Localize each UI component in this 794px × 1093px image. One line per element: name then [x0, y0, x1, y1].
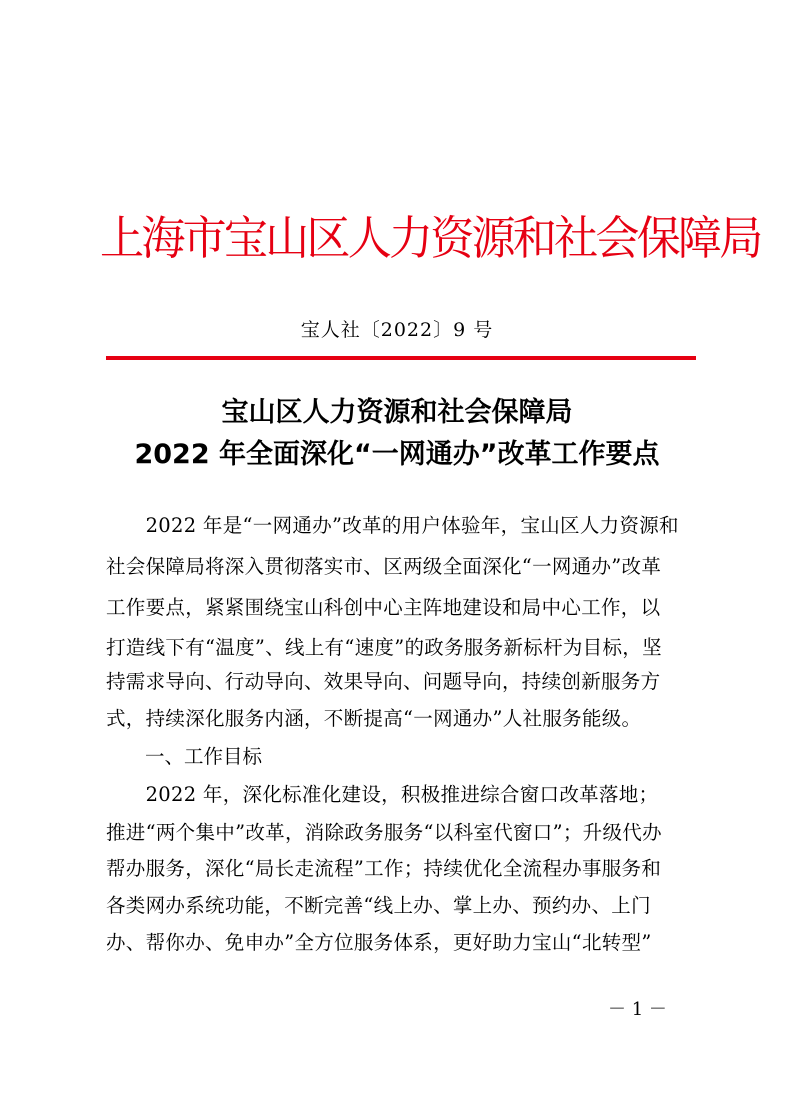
paragraph-line: 工作要点，紧紧围绕宝山科创中心主阵地建设和局中心工作，以: [106, 596, 661, 619]
paragraph-line: 社会保障局将深入贯彻落实市、区两级全面深化“一网通办”改革: [106, 555, 662, 578]
paragraph-line: 2022 年，深化标准化建设，积极推进综合窗口改革落地；: [106, 783, 659, 806]
paragraph-line: 2022 年是“一网通办”改革的用户体验年，宝山区人力资源和: [106, 514, 679, 537]
paragraph-line: 打造线下有“温度”、线上有“速度”的政务服务新标杆为目标，坚: [106, 636, 662, 659]
paragraph-line: 各类网办系统功能，不断完善“线上办、掌上办、预约办、上门: [106, 894, 651, 917]
paragraph-line: 帮办服务，深化“局长走流程”工作；持续优化全流程办事服务和: [106, 857, 662, 880]
agency-header: 上海市宝山区人力资源和社会保障局: [100, 211, 761, 265]
document-title-line-1: 宝山区人力资源和社会保障局: [221, 397, 573, 428]
paragraph-line: 办、帮你办、免申办”全方位服务体系，更好助力宝山“北转型”: [106, 931, 652, 954]
red-divider-line: [106, 356, 696, 360]
document-title-line-2: 2022 年全面深化“一网通办”改革工作要点: [134, 439, 660, 470]
paragraph-line: 式，持续深化服务内涵，不断提高“一网通办”人社服务能级。: [106, 707, 642, 730]
page-number: － 1 －: [608, 999, 667, 1020]
section-heading-work-goals: 一、工作目标: [145, 745, 263, 768]
paragraph-line: 推进“两个集中”改革，消除政务服务“以科室代窗口”；升级代办: [106, 821, 662, 844]
document-number: 宝人社〔2022〕9 号: [300, 319, 494, 341]
paragraph-line: 持需求导向、行动导向、效果导向、问题导向，持续创新服务方: [106, 670, 661, 693]
